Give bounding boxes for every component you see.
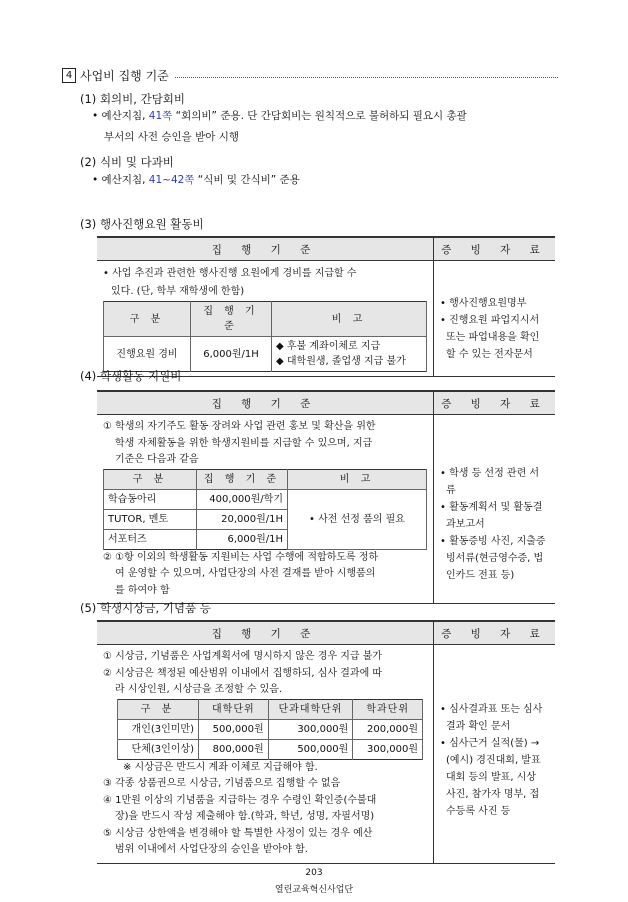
footer-org: 열린교육혁신사업단 — [274, 885, 354, 895]
s5-row1-v3: 300,000원 — [353, 739, 423, 759]
s1-line1-pre: • 예산지침, — [92, 110, 149, 122]
s4-inner-table — [103, 469, 427, 550]
s4-title: (4) 학생활동 지원비 — [80, 369, 182, 383]
s4-col-2: 비 고 — [288, 469, 427, 489]
s5-p3: ③ 각종 상품권으로 시상금, 기념품으로 집행할 수 없음 — [103, 778, 341, 789]
s3-col-1: 집 행 기 준 — [191, 302, 272, 337]
s5-evidence-5: 사진, 참가자 명부, 접 — [446, 789, 540, 800]
s5-inner-table — [117, 699, 423, 760]
s3-text2: 있다. (단, 학부 재학생에 한함) — [111, 285, 245, 297]
s4-evidence-0: • 학생 등 선정 관련 서 — [440, 468, 540, 479]
s3-row-name: 진행요원 경비 — [104, 337, 191, 372]
dotted-leader — [175, 77, 558, 78]
s5-title: (5) 학생시상금, 기념품 등 — [80, 601, 211, 615]
s5-row0-name: 개인(3인미만) — [118, 719, 199, 739]
s3-col-0: 구 분 — [104, 302, 191, 337]
s5-p4-1: 장)을 반드시 작성 제출해야 함.(학과, 학년, 성명, 자필서명) — [115, 811, 375, 822]
s3-evidence-0: • 행사진행요원명부 — [440, 298, 527, 309]
s4-row1-amount: 20,000원/1H — [197, 509, 288, 529]
s3-row-amount: 6,000원/1H — [191, 337, 272, 372]
s5-header-left: 집 행 기 준 — [97, 621, 434, 645]
s5-evidence-3: (예시) 경진대회, 발표 — [446, 755, 541, 766]
s1-line1 — [92, 106, 562, 126]
s3-text1: • 사업 추진과 관련한 행사진행 요원에게 경비를 지급할 수 — [103, 268, 357, 279]
s5-header-right: 증 빙 자 료 — [434, 621, 556, 645]
s5-row1-v1: 800,000원 — [199, 739, 269, 759]
s5-p2-1: 라 시상인원, 시상금을 조정할 수 있음. — [115, 684, 283, 695]
s4-evidence-1: 류 — [446, 485, 456, 496]
s4-p2-0: ② ①항 이외의 학생활동 지원비는 사업 수행에 적합하도록 정하 — [103, 551, 379, 563]
s1-page-link[interactable]: 41쪽 — [148, 110, 173, 122]
section-heading — [62, 66, 558, 84]
s5-evidence-6: 수등록 사진 등 — [446, 806, 511, 817]
s5-evidence-0: • 심사결과표 또는 심사 — [440, 704, 543, 715]
s5-p2-0: ② 시상금은 책정된 예산범위 이내에서 집행하되, 심사 결과에 따 — [103, 667, 383, 679]
s5-col-1: 대학단위 — [199, 699, 269, 719]
s1-line2: 부서의 사전 승인을 받아 시행 — [104, 131, 240, 143]
s4-row0-amount: 400,000원/학기 — [197, 489, 288, 509]
s4-evidence-2: • 활동계획서 및 활동결 — [440, 502, 543, 513]
s5-col-3: 학과단위 — [353, 699, 423, 719]
section-number: 4 — [62, 68, 76, 83]
s4-evidence-6: 인카드 전표 등) — [446, 570, 515, 581]
s4-p2-2: 를 하여야 함 — [115, 584, 170, 596]
s5-evidence-4: 대회 등의 발표, 시상 — [446, 772, 536, 783]
s3-table — [97, 236, 555, 377]
s3-evidence-3: 할 수 있는 전자문서 — [446, 349, 533, 360]
s3-col-2: 비 고 — [272, 302, 427, 337]
s3-header-right: 증 빙 자 료 — [434, 237, 556, 261]
s4-table — [97, 390, 555, 604]
s4-row1-name: TUTOR, 멘토 — [104, 509, 197, 529]
s4-row2-name: 서포터즈 — [104, 529, 197, 549]
s4-evidence-5: 빙서류(현금영수증, 법 — [446, 553, 544, 564]
s5-p5-1: 범위 이내에서 사업단장의 승인을 받아야 함. — [115, 844, 308, 855]
s5-evidence-2: • 심사근거 실적(물) → — [440, 738, 540, 749]
s4-evidence-3: 과보고서 — [446, 519, 485, 530]
s4-col-1: 집 행 기 준 — [197, 469, 288, 489]
s3-inner-table — [103, 301, 427, 372]
s5-p4-0: ④ 1만원 이상의 기념품을 지급하는 경우 수령인 확인증(수불대 — [103, 794, 377, 806]
s3-header-left: 집 행 기 준 — [97, 237, 434, 261]
s3-evidence-1: • 진행요원 파업지시서 — [440, 315, 540, 326]
s4-evidence-4: • 활동증빙 사진, 지출증 — [440, 536, 546, 547]
section-title: 사업비 집행 기준 — [80, 68, 169, 83]
s2-page-link[interactable]: 41~42쪽 — [148, 174, 195, 186]
s5-p1: ① 시상금, 기념품은 사업계획서에 명시하지 않은 경우 지급 불가 — [103, 651, 383, 662]
s4-p1-1: 학생 자체활동을 위한 학생지원비를 지급할 수 있으며, 지급 — [115, 437, 373, 449]
s5-row1-v2: 500,000원 — [268, 739, 353, 759]
page-number: 203 — [305, 868, 323, 878]
s4-row2-amount: 6,000원/1H — [197, 529, 288, 549]
s5-table — [97, 620, 555, 864]
s4-p2-1: 여 운영할 수 있으며, 사업단장의 사전 결재를 받아 시행품의 — [115, 568, 376, 579]
s2-line1-post: “식비 및 간식비” 준용 — [194, 174, 300, 186]
s4-p1-0: ① 학생의 자기주도 활동 장려와 사업 관련 홍보 및 확산을 위한 — [103, 421, 376, 432]
s4-header-left: 집 행 기 준 — [97, 391, 434, 415]
s2-line1-pre: • 예산지침, — [92, 174, 149, 186]
s3-title: (3) 행사진행요원 활동비 — [80, 217, 204, 231]
s5-row0-v1: 500,000원 — [199, 719, 269, 739]
s5-p5-0: ⑤ 시상금 상한액을 변경해야 할 특별한 사정이 있는 경우 예산 — [103, 827, 373, 839]
s4-col-0: 구 분 — [104, 469, 197, 489]
s5-row0-v3: 200,000원 — [353, 719, 423, 739]
s5-col-2: 단과대학단위 — [268, 699, 353, 719]
s4-p1-2: 기준은 다음과 같음 — [115, 454, 199, 465]
s5-row1-name: 단체(3인이상) — [118, 739, 199, 759]
s5-col-0: 구 분 — [118, 699, 199, 719]
s3-evidence-2: 또는 파업내용을 확인 — [446, 332, 540, 343]
s4-header-right: 증 빙 자 료 — [434, 391, 556, 415]
s3-row-note2: ◆ 대학원생, 졸업생 지급 불가 — [276, 356, 406, 367]
s1-title: (1) 회의비, 간담회비 — [80, 92, 186, 106]
s4-row0-name: 학습동아리 — [104, 489, 197, 509]
s5-row0-v2: 300,000원 — [268, 719, 353, 739]
s5-evidence-1: 결과 확인 문서 — [446, 721, 511, 732]
s5-note: ※ 시상금은 반드시 계좌 이체로 지급해야 함. — [123, 761, 318, 773]
s1-line1-post: “회의비” 준용. 단 간담회비는 원칙적으로 불허하되 필요시 총괄 — [172, 110, 467, 122]
s2-title: (2) 식비 및 다과비 — [80, 155, 174, 169]
s3-row-note1: ◆ 후불 계좌이체로 지급 — [276, 341, 381, 352]
s4-note: • 사전 선정 품의 필요 — [288, 489, 427, 549]
s2-line1 — [92, 170, 300, 190]
